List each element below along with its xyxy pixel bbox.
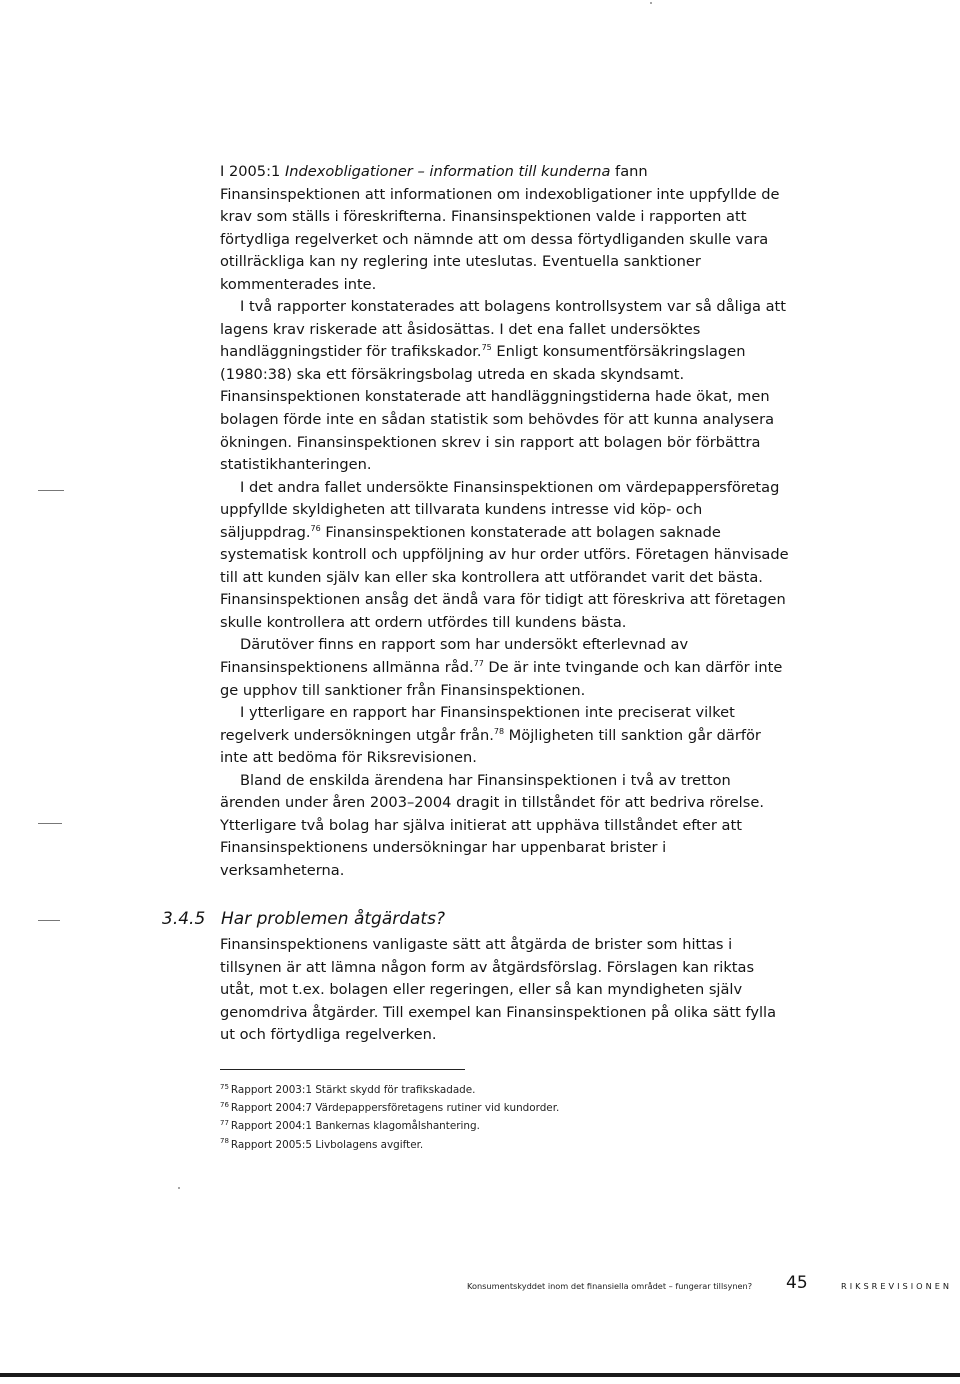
scan-mark bbox=[38, 823, 62, 824]
scan-dot bbox=[178, 1187, 180, 1189]
footnote-reference: 76 bbox=[310, 523, 321, 533]
footnote-number: 75 bbox=[220, 1082, 229, 1091]
text-run: fann Finansinspektionen att informationen om indexobligationer inte uppfyllde de krav som ställs i föreskrifterna. Finansinspektionen valde i rapporten att förtydliga regelverket och nämnde att om dessa förtydliganden skulle vara otillräckliga kan ny reglering inte uteslutas. Eventuella sanktioner kommenterades inte. bbox=[220, 163, 780, 293]
section-heading: Har problemen åtgärdats? bbox=[221, 909, 445, 929]
footnote-reference: 75 bbox=[481, 343, 492, 353]
footnote bbox=[220, 1117, 780, 1135]
footnote-text: Rapport 2003:1 Stärkt skydd för trafikskadade. bbox=[230, 1084, 476, 1096]
footnote-text: Rapport 2004:1 Bankernas klagomålshantering. bbox=[230, 1120, 480, 1133]
body-paragraph bbox=[220, 770, 790, 883]
text-run: Bland de enskilda ärendena har Finansinspektionen i två av tretton ärenden under åren 2003–2004 dragit in tillståndet för att bedriva rörelse. Ytterligare två bolag har själva initierat att upphäva tillståndet efter att Finansinspektionens undersökningar har uppenbarat brister i verksamheterna. bbox=[220, 771, 764, 879]
footnote-number: 78 bbox=[220, 1137, 229, 1146]
body-paragraph bbox=[220, 702, 790, 770]
footnote-reference: 77 bbox=[473, 659, 484, 669]
body-text bbox=[220, 161, 790, 883]
body-paragraph bbox=[220, 634, 790, 702]
section-number: 3.4.5 bbox=[162, 909, 206, 929]
footnotes bbox=[220, 1081, 780, 1154]
text-run: I 2005:1 bbox=[220, 163, 285, 180]
footnote-number: 77 bbox=[220, 1118, 229, 1127]
footnote-number: 76 bbox=[220, 1100, 229, 1109]
running-footer-title: Konsumentskyddet inom det finansiella området – fungerar tillsynen? bbox=[467, 1281, 753, 1291]
text-run: De är inte tvingande och kan därför inte ge upphov till sanktioner från Finansinspektionen. bbox=[220, 659, 783, 699]
footnote bbox=[220, 1099, 780, 1117]
text-run: I två rapporter konstaterades att bolagens kontrollsystem var så dåliga att lagens krav riskerade att åsidosättas. I det ena fallet undersöktes handläggningstider för trafikskador. bbox=[220, 298, 786, 361]
body-paragraph bbox=[220, 296, 790, 476]
text-run: I ytterligare en rapport har Finansinspektionen inte preciserat vilket regelverk undersökningen utgår från. bbox=[220, 704, 735, 744]
text-run: I det andra fallet undersökte Finansinspektionen om värdepappersföretag uppfyllde skyldigheten att tillvarata kundens intresse vid köp- och säljuppdrag. bbox=[220, 478, 780, 541]
body-paragraph bbox=[220, 477, 790, 635]
footnote-text: Rapport 2005:5 Livbolagens avgifter. bbox=[230, 1138, 424, 1151]
scan-dot bbox=[650, 2, 652, 4]
body-paragraph bbox=[220, 161, 790, 296]
section-paragraph: Finansinspektionens vanligaste sätt att åtgärda de brister som hittas i tillsynen är att lämna någon form av åtgärdsförslag. Förslagen kan riktas utåt, mot t.ex. bolagen eller regeringen, eller så kan myndigheten själv genomdriva åtgärder. Till exempel kan Finansinspektionen på olika sätt fylla ut och förtydliga regelverken. bbox=[220, 936, 777, 1044]
scan-mark bbox=[38, 920, 60, 921]
footnote-reference: 78 bbox=[493, 726, 505, 736]
footnote bbox=[220, 1081, 780, 1099]
text-run: Enligt konsumentförsäkringslagen (1980:38) ska ett försäkringsbolag utreda en skada skyndsamt. Finansinspektionen konstaterade att handläggningstiderna hade ökat, men bolagen förde inte en sådan statistik som behövdes för att kunna analysera ökningen. Finansinspektionen skrev i sin rapport att bolagen bör förbättra statistikhanteringen. bbox=[220, 343, 775, 474]
italic-title: Indexobligationer – information till kunderna bbox=[284, 163, 611, 180]
page-number: 45 bbox=[786, 1273, 808, 1293]
bottom-border bbox=[0, 1373, 960, 1377]
footer-brand: RIKSREVISIONEN bbox=[841, 1281, 953, 1291]
text-run: Möjligheten till sanktion går därför inte att bedöma för Riksrevisionen. bbox=[220, 726, 761, 767]
footnote-text: Rapport 2004:7 Värdepappersföretagens rutiner vid kundorder. bbox=[230, 1102, 560, 1115]
footnote-separator bbox=[220, 1069, 465, 1070]
text-run: Finansinspektionen konstaterade att bolagen saknade systematisk kontroll och uppföljning av hur order utförs. Företagen hänvisade till att kunden själv kan eller ska kontrollera att utförandet varit det bästa. Finansinspektionen ansåg det ändå vara för tidigt att föreskriva att företagen skulle kontrollera att ordern utfördes till kundens bästa. bbox=[220, 523, 789, 631]
text-run: Därutöver finns en rapport som har undersökt efterlevnad av Finansinspektionens allmänna råd. bbox=[220, 636, 689, 677]
scan-mark bbox=[38, 490, 64, 491]
footnote bbox=[220, 1136, 780, 1154]
